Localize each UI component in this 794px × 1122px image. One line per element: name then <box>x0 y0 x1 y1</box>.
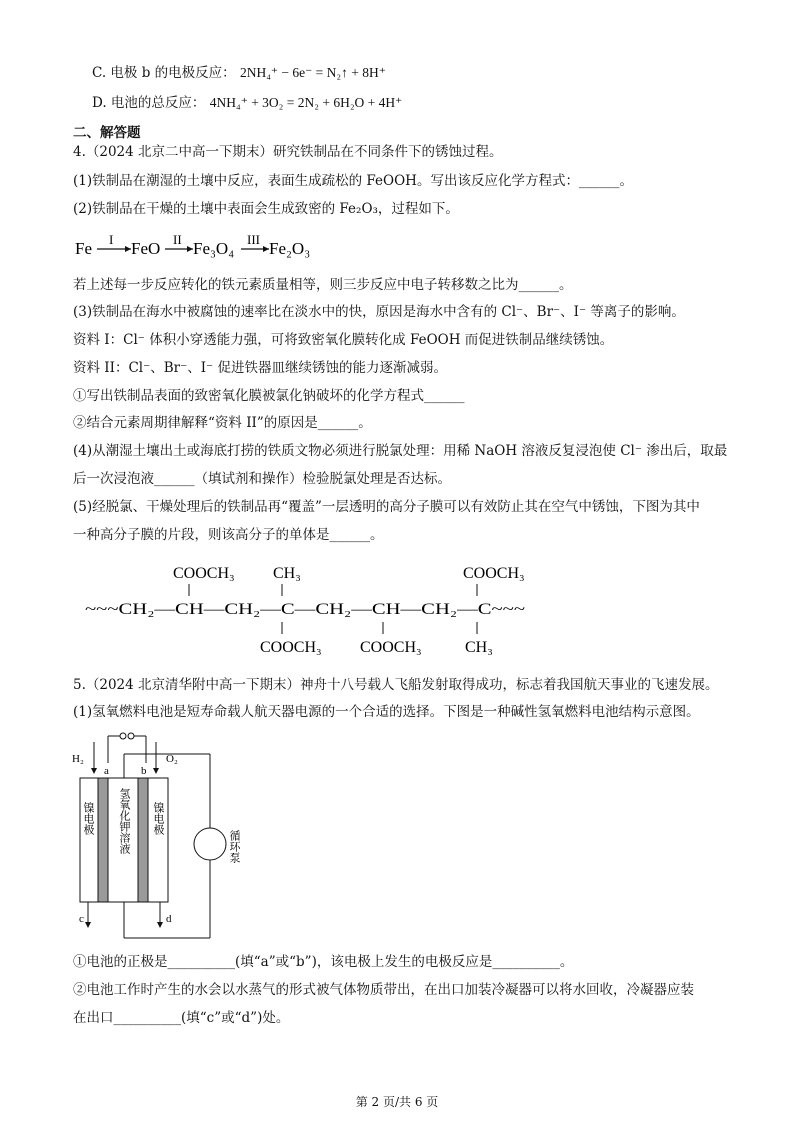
label-right-electrode: 镍电极 <box>152 802 164 835</box>
q4-sub2: ②结合元素周期律解释“资料 II”的原因是______。 <box>73 415 372 431</box>
q5-sub1: ①电池的正极是__________(填“a”或“b”)，该电极上发生的电极反应是__________。 <box>73 954 574 970</box>
label-h2: H₂ <box>72 753 84 765</box>
label-o2: O₂ <box>166 753 178 765</box>
polymer-structure <box>85 558 525 658</box>
scheme-fe2o3: Fe₂O₃ <box>269 239 311 258</box>
q5-sub2: ②电池工作时产生的水会以水蒸气的形式被气体物质带出，在出口加装冷凝器可以将水回收，冷凝器应装 <box>73 982 694 998</box>
polymer-top3: COOCH₃ <box>463 565 525 582</box>
q4-part2b: 若上述每一步反应转化的铁元素质量相等，则三步反应中电子转移数之比为______。 <box>73 277 573 293</box>
label-electrolyte: 氢氧化钾溶液 <box>118 788 130 854</box>
q5-sub2b: 在出口__________(填“c”或“d”)处。 <box>73 1010 290 1026</box>
q4-material2: 资料 II：Cl⁻、Br⁻、I⁻ 促进铁器皿继续锈蚀的能力逐渐减弱。 <box>73 360 447 376</box>
q4-part1: (1)铁制品在潮湿的土壤中反应，表面生成疏松的 FeOOH。写出该反应化学方程式：______。 <box>73 173 633 189</box>
option-d-formula: 4NH₄⁺ + 3O₂ = 2N₂ + 6H₂O + 4H⁺ <box>209 95 403 110</box>
q4-part5a: (5)经脱氯、干燥处理后的铁制品再“覆盖”一层透明的高分子膜可以有效防止其在空气中锈蚀，下图为其中 <box>73 499 700 515</box>
q4-part5b: 一种高分子膜的片段，则该高分子的单体是______。 <box>73 527 384 543</box>
option-c <box>92 64 386 82</box>
page-footer: 第 2 页/共 6 页 <box>355 1095 439 1109</box>
pump-icon <box>194 828 226 860</box>
label-d: d <box>166 913 172 925</box>
q5-part1: (1)氢氧燃料电池是短寿命载人航天器电源的一个合适的选择。下图是一种碱性氢氧燃料电池结构示意图。 <box>73 704 700 720</box>
polymer-bot1: COOCH₃ <box>260 639 322 656</box>
reaction-scheme <box>73 228 333 264</box>
option-d <box>92 94 402 112</box>
scheme-feo: FeO <box>131 239 161 258</box>
fuel-cell-diagram <box>68 726 268 946</box>
polymer-top2: CH₃ <box>273 565 301 582</box>
q4-material1: 资料 I：Cl⁻ 体积小穿透能力强，可将致密氧化膜转化成 FeOOH 而促进铁制品继续锈蚀。 <box>73 332 614 348</box>
option-d-label: D. 电池的总反应： <box>92 95 206 111</box>
section-title: 二、解答题 <box>73 125 141 141</box>
option-c-formula: 2NH₄⁺ − 6e⁻ = N₂↑ + 8H⁺ <box>239 65 386 80</box>
scheme-fe: Fe <box>75 239 92 258</box>
q4-part2: (2)铁制品在干燥的土壤中表面会生成致密的 Fe₂O₃，过程如下。 <box>73 201 459 217</box>
q4-intro: 4.（2024 北京二中高一下期末）研究铁制品在不同条件下的锈蚀过程。 <box>73 144 503 160</box>
q4-part4b: 后一次浸泡液______（填试剂和操作）检验脱氯处理是否达标。 <box>73 471 451 487</box>
label-left-electrode: 镍电极 <box>82 802 94 835</box>
polymer-bot3: CH₃ <box>465 639 493 656</box>
q4-sub1: ①写出铁制品表面的致密氧化膜被氯化钠破坏的化学方程式______ <box>73 388 465 404</box>
polymer-main-chain: ~~~CH₂—CH—CH₂—C—CH₂—CH—CH₂—C~~~ <box>85 601 525 618</box>
label-a: a <box>104 765 109 777</box>
scheme-step2: II <box>173 232 182 247</box>
scheme-step1: I <box>109 232 114 247</box>
option-c-label: C. 电极 b 的电极反应： <box>92 65 236 81</box>
label-pump: 循环泵 <box>228 830 240 863</box>
q4-part4a: (4)从潮湿土壤出土或海底打捞的铁质文物必须进行脱氯处理：用稀 NaOH 溶液反复浸泡使 Cl⁻ 渗出后，取最 <box>73 443 728 459</box>
scheme-step3: III <box>247 232 260 247</box>
q5-intro: 5.（2024 北京清华附中高一下期末）神舟十八号载人飞船发射取得成功，标志着我国航天事业的飞速发展。 <box>73 677 719 693</box>
q4-part3: (3)铁制品在海水中被腐蚀的速率比在淡水中的快，原因是海水中含有的 Cl⁻、Br⁻、I⁻ 等离子的影响。 <box>73 304 685 320</box>
label-b: b <box>141 765 147 777</box>
polymer-top1: COOCH₃ <box>173 565 235 582</box>
scheme-fe3o4: Fe₃O₄ <box>193 239 235 258</box>
polymer-bot2: COOCH₃ <box>360 639 422 656</box>
label-c: c <box>79 913 84 925</box>
